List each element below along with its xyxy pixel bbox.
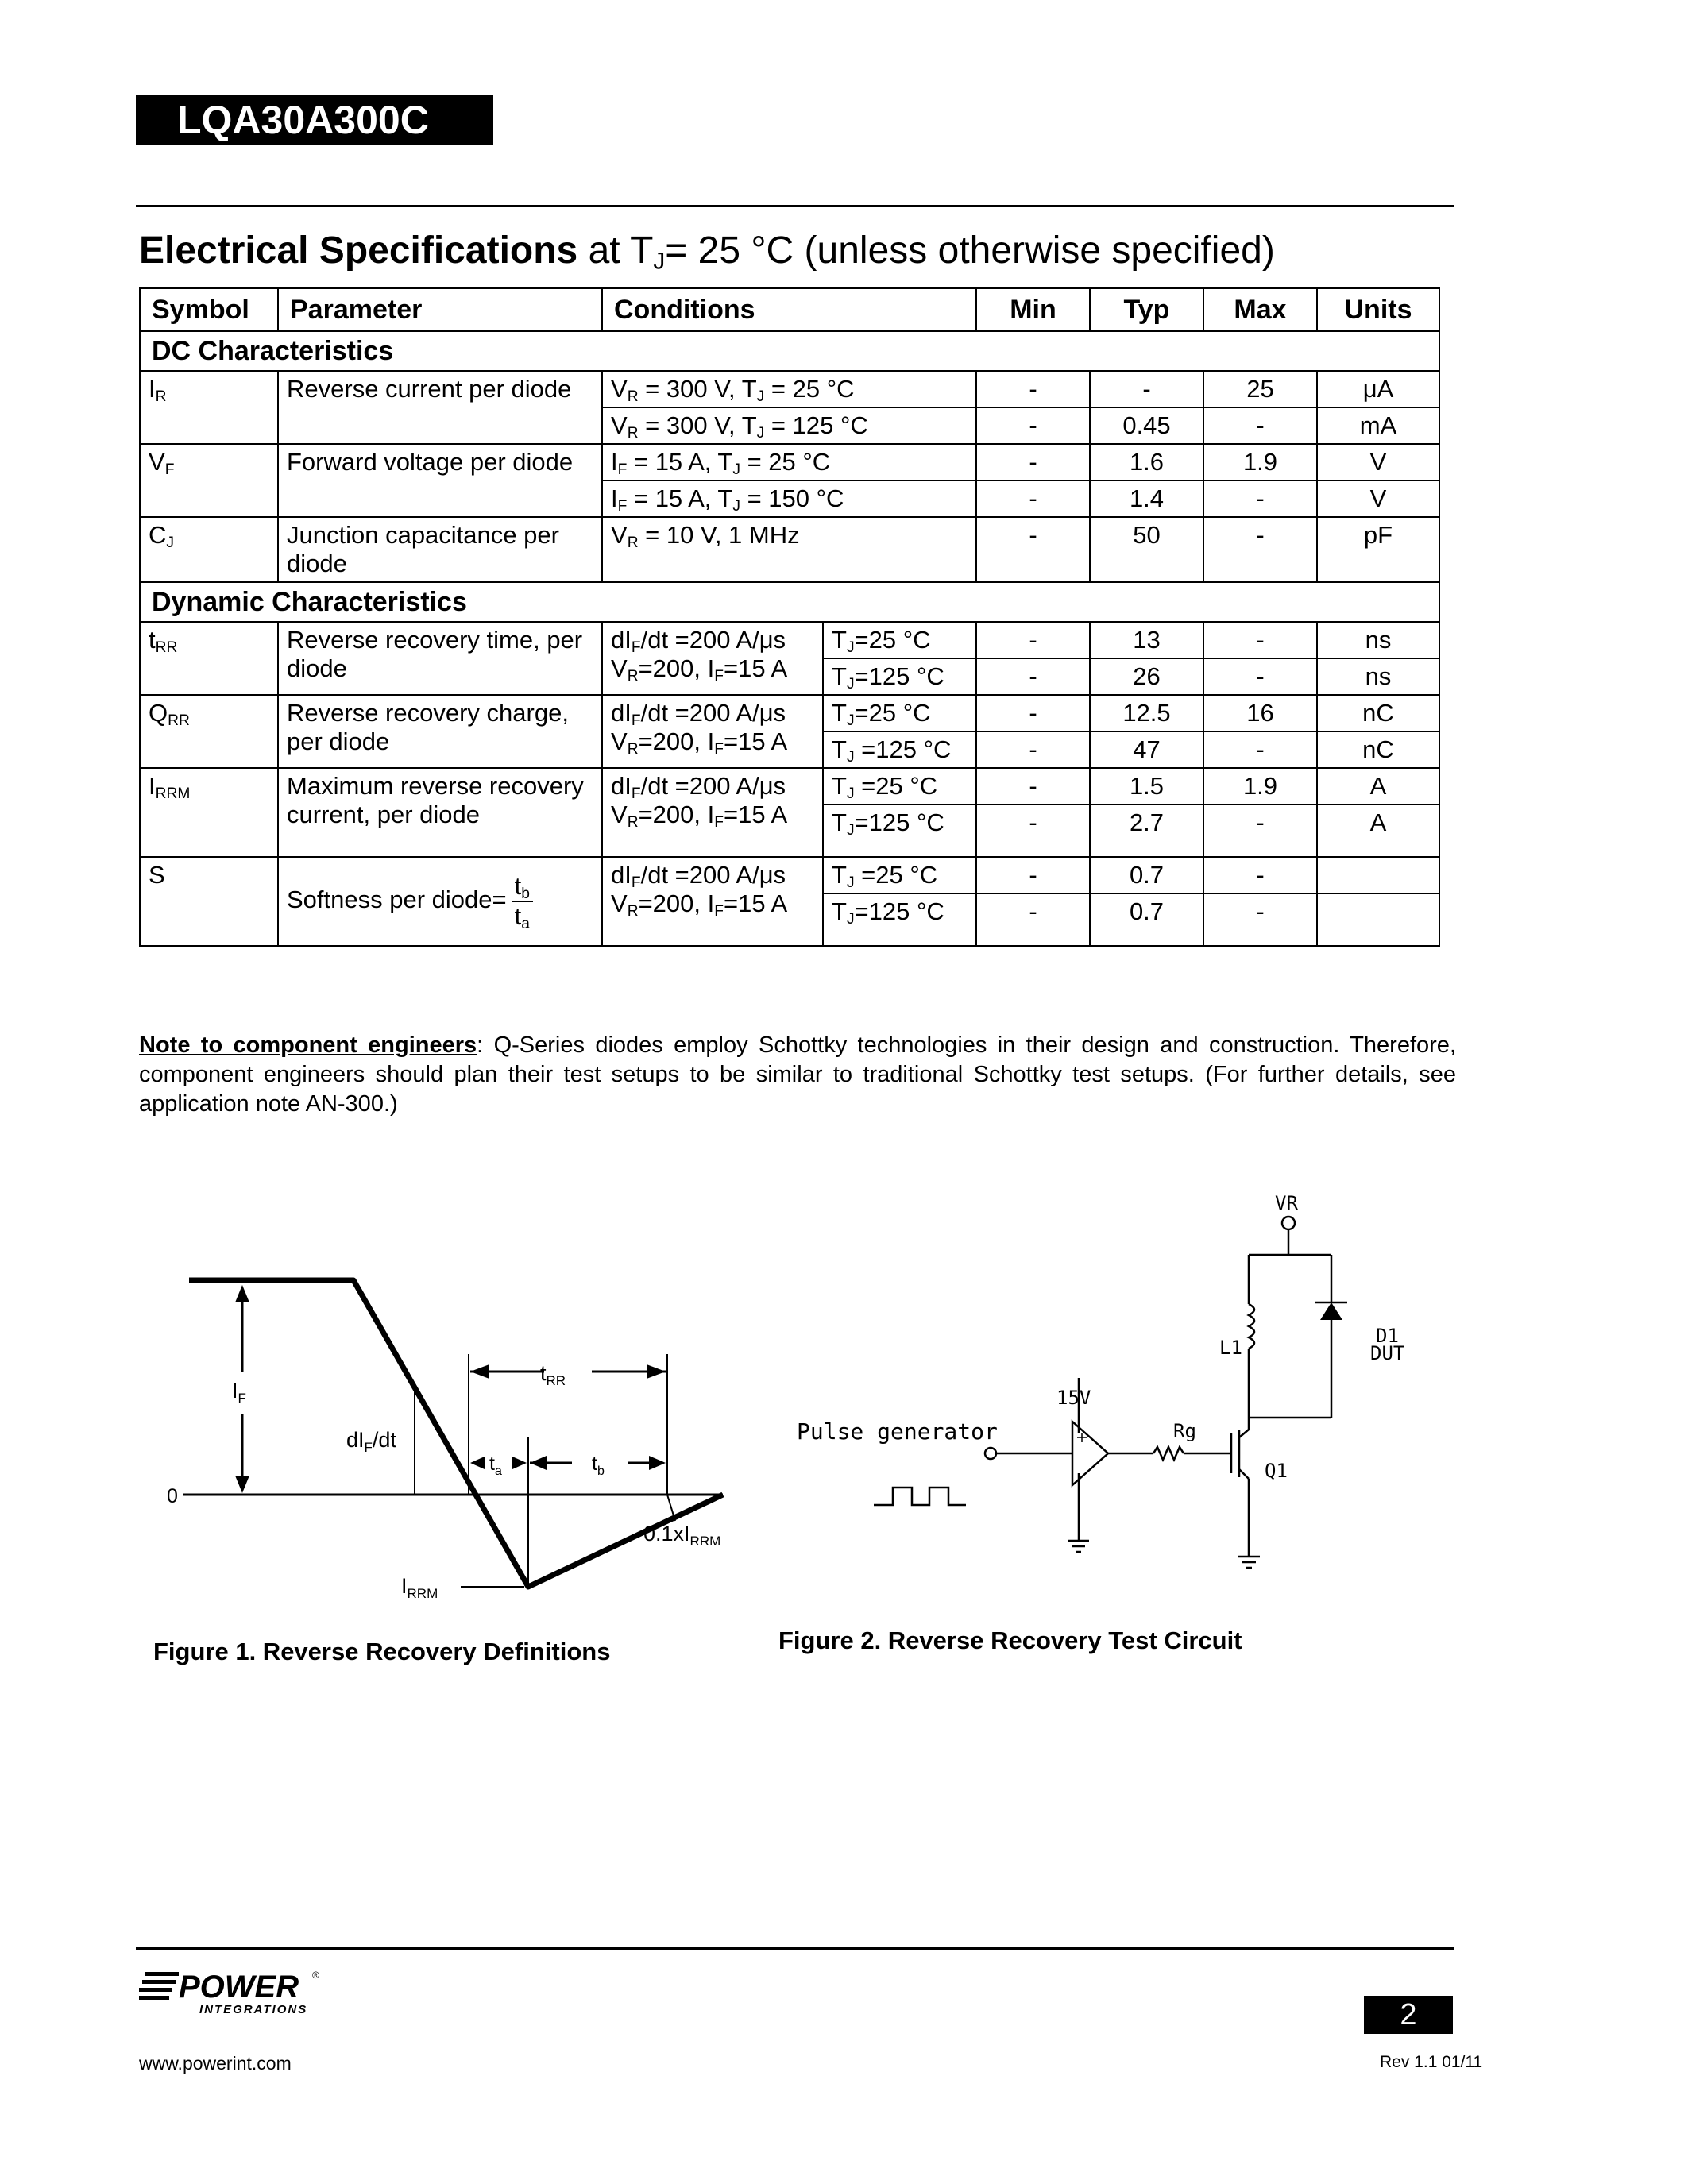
condition-cell: $V_R = 300$ V, $T_J = 25$ °C <box>602 371 976 407</box>
unit-cell: A <box>1317 805 1439 857</box>
tj-cell: $T_J =25$ °C <box>823 857 976 893</box>
section-row <box>140 582 1439 622</box>
condition-cell: $I_F = 15$ A, $T_J = 25$ °C <box>602 444 976 480</box>
ta-arrowhead-right <box>512 1457 527 1469</box>
d1-diode <box>1320 1302 1342 1320</box>
table-row <box>140 444 1439 480</box>
symbol-cell: $V_F$ <box>140 444 278 517</box>
min-cell: - <box>976 407 1090 444</box>
dut-label: DUT <box>1370 1342 1405 1364</box>
condition-cell: $I_F = 15$ A, $T_J = 150$ °C <box>602 480 976 517</box>
dc-section-title: DC Characteristics <box>140 331 1439 371</box>
note-label: Note to component engineers <box>139 1032 477 1058</box>
typ-cell: 0.7 <box>1090 857 1203 893</box>
max-cell: - <box>1203 893 1317 946</box>
table-row <box>140 695 1439 731</box>
header-rule <box>136 205 1454 207</box>
unit-cell <box>1317 893 1439 946</box>
typ-cell: 26 <box>1090 658 1203 695</box>
col-parameter: Parameter <box>278 288 602 331</box>
condition-cell: $V_R = 10$ V, 1 MHz <box>602 517 976 582</box>
supply-15v-label: 15V <box>1056 1387 1091 1409</box>
symbol-cell: S <box>140 857 278 946</box>
min-cell: - <box>976 695 1090 731</box>
resistor-rg <box>1153 1447 1184 1460</box>
power-integrations-logo <box>139 1966 369 2021</box>
typ-cell: 2.7 <box>1090 805 1203 857</box>
l1-label: L1 <box>1219 1337 1242 1359</box>
min-cell: - <box>976 658 1090 695</box>
parameter-cell: Forward voltage per diode <box>278 444 602 517</box>
tb-arrowhead-right <box>649 1456 666 1470</box>
unit-cell: mA <box>1317 407 1439 444</box>
min-cell: - <box>976 444 1090 480</box>
logo-bar-1 <box>145 1972 179 1976</box>
symbol-cell: $I_{RRM}$ <box>140 768 278 857</box>
q1-emitter <box>1239 1469 1249 1479</box>
logo-bar-2 <box>142 1980 176 1984</box>
col-conditions: Conditions <box>602 288 976 331</box>
min-cell: - <box>976 371 1090 407</box>
parameter-cell: Reverse recovery time, per diode <box>278 622 602 695</box>
symbol-cell: $C_J$ <box>140 517 278 582</box>
typ-cell: 1.6 <box>1090 444 1203 480</box>
typ-cell: 47 <box>1090 731 1203 768</box>
min-cell: - <box>976 731 1090 768</box>
condition-cell: $dI_F/dt =200$ A/μs $V_R=200$, $I_F=15$ A <box>602 768 823 857</box>
zero-label: 0 <box>167 1485 178 1507</box>
ta-label: $t_a$ <box>489 1453 502 1478</box>
unit-cell: A <box>1317 768 1439 805</box>
logo-main: POWER <box>179 1970 299 2005</box>
reverse-recovery-test-circuit <box>778 1183 1438 1596</box>
typ-cell: 12.5 <box>1090 695 1203 731</box>
col-symbol: Symbol <box>140 288 278 331</box>
table-row <box>140 768 1439 805</box>
tj-cell: $T_J=125$ °C <box>823 658 976 695</box>
tj-cell: $T_J =125$ °C <box>823 731 976 768</box>
vr-label: VR <box>1275 1192 1298 1214</box>
table-row <box>140 622 1439 658</box>
tj-cell: $T_J=25$ °C <box>823 622 976 658</box>
min-cell: - <box>976 893 1090 946</box>
if-arrowhead-up <box>235 1285 249 1302</box>
tb-arrowhead-left <box>530 1456 547 1470</box>
footer-revision: Rev 1.1 01/11 <box>1380 2053 1483 2071</box>
q1-collector <box>1239 1430 1249 1437</box>
dynamic-section-title: Dynamic Characteristics <box>140 582 1439 622</box>
parameter-cell: Maximum reverse recovery current, per diode <box>278 768 602 857</box>
pulse-waveform <box>874 1488 966 1505</box>
min-cell: - <box>976 857 1090 893</box>
part-number: LQA30A300C <box>136 95 493 145</box>
parameter-cell: Softness per diode= $\frac{t_b}{t_a}$ <box>278 857 602 946</box>
col-min: Min <box>976 288 1090 331</box>
max-cell: - <box>1203 805 1317 857</box>
unit-cell: V <box>1317 444 1439 480</box>
unit-cell: pF <box>1317 517 1439 582</box>
rg-label: Rg <box>1173 1420 1196 1442</box>
typ-cell: 1.4 <box>1090 480 1203 517</box>
parameter-cell: Reverse current per diode <box>278 371 602 444</box>
typ-cell: - <box>1090 371 1203 407</box>
parameter-cell: Reverse recovery charge, per diode <box>278 695 602 768</box>
dif-dt-label: $dI_F/dt$ <box>346 1428 396 1455</box>
softness-fraction: $\frac{t_b}{t_a}$ <box>512 872 533 931</box>
max-cell: - <box>1203 658 1317 695</box>
if-arrowhead-down <box>235 1476 249 1493</box>
tb-label: $t_b$ <box>592 1453 605 1478</box>
max-cell: - <box>1203 407 1317 444</box>
trr-label: $t_{RR}$ <box>540 1361 566 1388</box>
d1-label: D1 <box>1376 1325 1399 1347</box>
typ-cell: 0.7 <box>1090 893 1203 946</box>
unit-cell <box>1317 857 1439 893</box>
unit-cell: ns <box>1317 622 1439 658</box>
unit-cell: μA <box>1317 371 1439 407</box>
max-cell: - <box>1203 622 1317 658</box>
tj-cell: $T_J=125$ °C <box>823 893 976 946</box>
unit-cell: nC <box>1317 695 1439 731</box>
typ-cell: 13 <box>1090 622 1203 658</box>
electrical-spec-table <box>139 287 1440 947</box>
figure-1-caption: Figure 1. Reverse Recovery Definitions <box>153 1638 611 1665</box>
max-cell: - <box>1203 480 1317 517</box>
min-cell: - <box>976 805 1090 857</box>
max-cell: - <box>1203 857 1317 893</box>
table-row <box>140 517 1439 582</box>
ta-arrowhead-left <box>470 1457 485 1469</box>
pulse-generator-label: Pulse generator <box>797 1418 998 1445</box>
typ-cell: 50 <box>1090 517 1203 582</box>
note-paragraph <box>139 1031 1456 1119</box>
trr-arrowhead-right <box>647 1364 666 1379</box>
parameter-cell: Junction capacitance per diode <box>278 517 602 582</box>
min-cell: - <box>976 622 1090 658</box>
max-cell: - <box>1203 517 1317 582</box>
tj-cell: $T_J=25$ °C <box>823 695 976 731</box>
reverse-recovery-definitions-figure <box>127 1239 763 1604</box>
min-cell: - <box>976 517 1090 582</box>
symbol-cell: $I_R$ <box>140 371 278 444</box>
condition-cell: $dI_F/dt =200$ A/μs $V_R=200$, $I_F=15$ A <box>602 695 823 768</box>
typ-cell: 0.45 <box>1090 407 1203 444</box>
logo-registered: ® <box>312 1970 319 1981</box>
vr-terminal <box>1282 1217 1295 1229</box>
condition-cell: $dI_F/dt =200$ A/μs $V_R=200$, $I_F=15$ A <box>602 622 823 695</box>
condition-cell: $dI_F/dt =200$ A/μs $V_R=200$, $I_F=15$ A <box>602 857 823 946</box>
tenth-irrm-label: $0.1xI_{RRM}$ <box>643 1522 721 1549</box>
figure-2-caption: Figure 2. Reverse Recovery Test Circuit <box>778 1626 1242 1654</box>
inductor-l1 <box>1249 1304 1254 1349</box>
unit-cell: nC <box>1317 731 1439 768</box>
max-cell: 25 <box>1203 371 1317 407</box>
table-row <box>140 857 1439 893</box>
note-text: : Q-Series diodes employ Schottky technologies in their design and construction. Therefore, component engineers should plan their test setups to be similar to traditional Schottky test setups. (For further details, see application note AN-300.) <box>139 1032 1456 1117</box>
max-cell: 1.9 <box>1203 444 1317 480</box>
irrm-label: $I_{RRM}$ <box>401 1574 438 1601</box>
max-cell: 1.9 <box>1203 768 1317 805</box>
symbol-cell: $Q_{RR}$ <box>140 695 278 768</box>
max-cell: 16 <box>1203 695 1317 731</box>
table-row <box>140 371 1439 407</box>
unit-cell: V <box>1317 480 1439 517</box>
symbol-cell: $t_{RR}$ <box>140 622 278 695</box>
col-units: Units <box>1317 288 1439 331</box>
unit-cell: ns <box>1317 658 1439 695</box>
col-typ: Typ <box>1090 288 1203 331</box>
max-cell: - <box>1203 731 1317 768</box>
condition-cell: $V_R = 300$ V, $T_J = 125$ °C <box>602 407 976 444</box>
min-cell: - <box>976 480 1090 517</box>
page-heading: Electrical Specifications at $T_J= 25$ °C (unless otherwise specified) <box>139 230 1275 275</box>
if-label: $I_F$ <box>232 1379 246 1406</box>
tj-cell: $T_J =25$ °C <box>823 768 976 805</box>
q1-label: Q1 <box>1265 1460 1288 1482</box>
trr-arrowhead-left <box>470 1364 489 1379</box>
section-row <box>140 331 1439 371</box>
col-max: Max <box>1203 288 1317 331</box>
logo-bar-3 <box>139 1988 172 1992</box>
typ-cell: 1.5 <box>1090 768 1203 805</box>
pulse-terminal <box>985 1448 996 1459</box>
tj-cell: $T_J=125$ °C <box>823 805 976 857</box>
logo-bar-4 <box>139 1996 169 2000</box>
min-cell: - <box>976 768 1090 805</box>
table-header-row <box>140 288 1439 331</box>
footer-rule <box>136 1947 1454 1950</box>
page-number: 2 <box>1364 1996 1453 2034</box>
logo-sub: INTEGRATIONS <box>199 2003 308 2016</box>
footer-url: www.powerint.com <box>139 2053 292 2074</box>
